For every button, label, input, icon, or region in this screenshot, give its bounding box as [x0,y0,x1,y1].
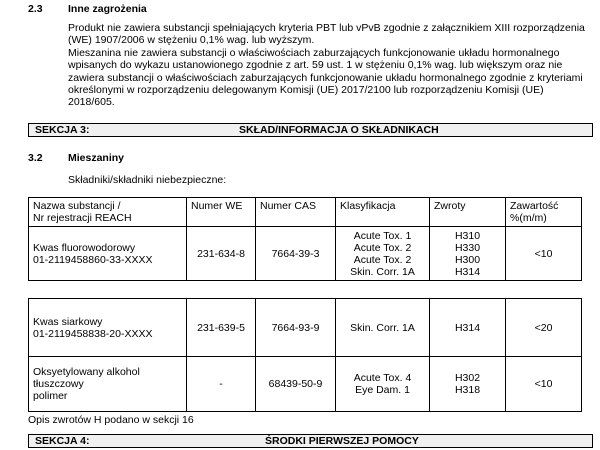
cell-we-number: 231-634-8 [187,227,256,281]
cell-we-number: - [187,357,256,412]
header-we-number: Numer WE [187,198,256,227]
header-substance-name: Nazwa substancji / Nr rejestracji REACH [29,198,187,227]
cell-concentration: <10 [506,227,582,281]
pbt-paragraph [68,22,588,109]
cell-cas-number: 68439-50-9 [256,357,336,412]
cell-classification: Acute Tox. 1 Acute Tox. 2 Acute Tox. 2 Skin. Corr. 1A [336,227,430,281]
section-number-2-3: 2.3 [28,3,43,15]
components-table-continued [28,298,582,412]
cell-classification: Skin. Corr. 1A [336,299,430,357]
text-line: 2018/605. [68,96,115,109]
header-h-phrases: Zwroty [430,198,506,227]
cell-h-phrases: H314 [430,299,506,357]
header-cas-number: Numer CAS [256,198,336,227]
components-intro: Składniki/składniki niebezpieczne: [68,174,227,186]
text-line: (WE) 1907/2006 w stężeniu 0,1% wag. lub wyższym. [68,34,315,47]
h-phrases-footnote: Opis zwrotów H podano w sekcji 16 [28,414,194,426]
text-line: zawiera substancji o właściwościach zaburzających funkcjonowanie układu hormonalnego zgodnie z kryteriami [68,71,583,84]
components-table [28,197,582,281]
table-row [29,357,582,412]
cell-cas-number: 7664-93-9 [256,299,336,357]
cell-h-phrases: H302 H318 [430,357,506,412]
section-number-3-2: 3.2 [28,152,43,164]
table-header-row [29,198,582,227]
cell-concentration: <10 [506,357,582,412]
cell-substance-name: Oksyetylowany alkohol tłuszczowy polimer [29,357,187,412]
header-concentration: Zawartość %(m/m) [506,198,582,227]
text-line: Produkt nie zawiera substancji spełniających kryteria PBT lub vPvB zgodnie z załącznikiem XIII rozporządzenia [68,22,585,34]
cell-substance-name: Kwas siarkowy 01-2119458838-20-XXXX [29,299,187,357]
section-4-bar [28,434,593,448]
section-title-3-2: Mieszaniny [68,152,125,164]
table-row [29,227,582,281]
text-line: wpisanych do wykazu ustanowionego zgodnie z art. 59 ust. 1 w stężeniu 0,1% wag. lub większym oraz nie [68,59,563,72]
cell-classification: Acute Tox. 4 Eye Dam. 1 [336,357,430,412]
cell-h-phrases: H310 H330 H300 H314 [430,227,506,281]
section-3-label: SEKCJA 3: [35,124,90,136]
cell-we-number: 231-639-5 [187,299,256,357]
table-row [29,299,582,357]
section-3-title: SKŁAD/INFORMACJA O SKŁADNIKACH [239,124,439,136]
section-title-2-3: Inne zagrożenia [68,3,147,15]
cell-substance-name: Kwas fluorowodorowy 01-2119458860-33-XXXX [29,227,187,281]
header-classification: Klasyfikacja [336,198,430,227]
text-line: określonymi w rozporządzeniu delegowanym Komisji (UE) 2017/2100 lub rozporządzeniu Komisji (UE) [68,84,544,97]
section-4-label: SEKCJA 4: [35,435,90,447]
cell-concentration: <20 [506,299,582,357]
section-4-title: ŚRODKI PIERWSZEJ POMOCY [265,435,419,447]
section-3-bar [28,123,593,137]
text-line: Mieszanina nie zawiera substancji o właściwościach zaburzających funkcjonowanie układu hormonalnego [68,46,560,59]
cell-cas-number: 7664-39-3 [256,227,336,281]
